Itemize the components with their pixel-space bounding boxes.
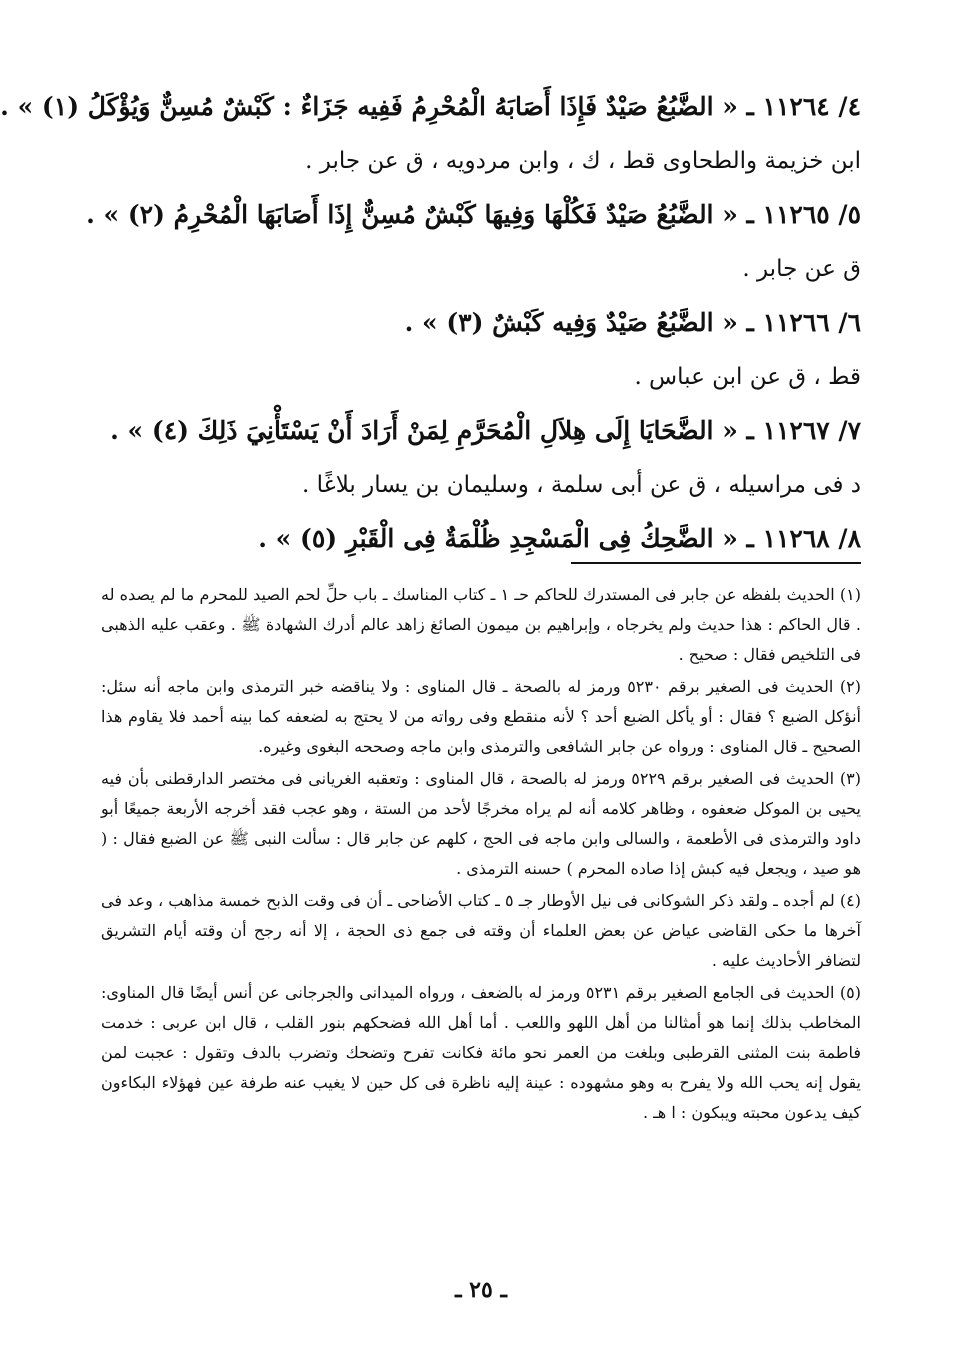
hadith-source: قط ، ق عن ابن عباس .	[634, 364, 861, 390]
footnote-separator	[571, 562, 861, 564]
footnote-1: (١) الحديث بلفظه عن جابر فى المستدرك للحاكم حـ ١ ـ كتاب المناسك ـ باب حلِّ لحم الصيد للمحرم ما لم يصده له . قال الحاكم : هذا حديث ولم يخرجاه ، وإبراهيم بن ميمون الصائغ زاهد عالم أدرك الشهادة ﷺ . وعقب عليه الذهبى فى التلخيص فقال : صحيح .	[101, 585, 861, 664]
hadith-entry: ٦/ ١١٢٦٦ ـ « الضَّبُعُ صَيْدٌ وَفِيه كَبْشٌ (٣) » .	[404, 308, 861, 337]
footnote-2: (٢) الحديث فى الصغير برقم ٥٢٣٠ ورمز له بالصحة ـ قال المناوى : ولا يناقضه خبر الترمذى وابن ماجه أنه سئل: أنؤكل الضبع ؟ فقال : أو يأكل الضبع أحد ؟ لأنه منقطع وفى رواته من لا يحتج به لضعفه كما بينه أحمد فلا يقاوم هذا الصحيح ـ قال المناوى : ورواه عن جابر الشافعى والترمذى وابن ماجه وصححه البغوى وغيره.	[101, 677, 862, 756]
hadith-entry: ٥/ ١١٢٦٥ ـ « الضَّبُعُ صَيْدٌ فَكُلْهَا وَفِيهَا كَبْشٌ مُسِنٌّ إِذَا أَصَابَهَا الْمُحْرِمُ (٢) » .	[86, 200, 861, 229]
page-number: ـ ٢٥ ـ	[455, 1277, 507, 1303]
hadith-source: د فى مراسيله ، ق عن أبى سلمة ، وسليمان بن يسار بلاغًا .	[302, 472, 861, 498]
footnote-3: (٣) الحديث فى الصغير برقم ٥٢٢٩ ورمز له بالصحة ، قال المناوى : وتعقبه الغريانى فى مختصر الدارقطنى بأن فيه يحيى بن الموكل ضعفوه ، وظاهر كلامه أنه لم يراه مخرجًا لأحد من الستة ، وهو عجب فقد أخرجه الأربعة جميعًا أبو داود والترمذى فى الأطعمة ، والسالى وابن ماجه فى الحج ، كلهم عن جابر قال : سألت النبى ﷺ عن الضبع فقال : ( هو صيد ، ويجعل فيه كبش إذا صاده المحرم ) حسنه الترمذى .	[101, 769, 861, 878]
footnote-5: (٥) الحديث فى الجامع الصغير برقم ٥٢٣١ ورمز له بالضعف ، ورواه الميدانى والجرجانى عن أنس أيضًا قال المناوى: المخاطب بذلك إنما هو أمثالنا من أهل اللهو واللعب . أما أهل الله فضحكهم بنور القلب ، قال ابن عربى : خدمت فاطمة بنت المثنى القرطبى وبلغت من العمر نحو مائة فكانت تفرح وتضحك وتضرب بالدف وتقول : عجبت لمن يقول إنه يحب الله ولا يفرح به وهو مشهوده : عينة إليه ناظرة فى كل حين لا يغيب عنه طرفة عين فهؤلاء البكاءون كيف يدعون محبته ويبكون : ا هـ .	[101, 983, 861, 1122]
hadith-entry: ٤/ ١١٢٦٤ ـ « الضَّبُعُ صَيْدٌ فَإِذَا أَصَابَهُ الْمُحْرِمُ فَفِيه جَزَاءٌ : كَبْشٌ مُسِنٌّ وَيُؤْكَلُ (١) » .	[0, 92, 861, 121]
footnote-4: (٤) لم أجده ـ ولقد ذكر الشوكانى فى نيل الأوطار جـ ٥ ـ كتاب الأضاحى ـ أن فى وقت الذبح خمسة مذاهب ، وعد فى آخرها ما حكى القاضى عياض عن بعض العلماء أن وقته فى جمع ذى الحجة ، إلا أنه رجح أن وقته أيام التشريق لتضافر الأحاديث عليه .	[101, 891, 861, 970]
hadith-entry: ٧/ ١١٢٦٧ ـ « الضَّحَايَا إِلَى هِلاَلِ الْمُحَرَّمِ لِمَنْ أَرَادَ أَنْ يَسْتَأْنِيَ ذَلِكَ (٤) » .	[110, 416, 861, 445]
hadith-source: ق عن جابر .	[742, 256, 861, 282]
footnotes-section	[101, 580, 861, 1130]
main-text	[0, 80, 861, 566]
hadith-entry: ٨/ ١١٢٦٨ ـ « الضَّحِكُ فِى الْمَسْجِدِ ظُلْمَةٌ فِى الْقَبْرِ (٥) » .	[258, 524, 861, 553]
hadith-source: ابن خزيمة والطحاوى قط ، ك ، وابن مردويه ، ق عن جابر .	[305, 148, 861, 174]
